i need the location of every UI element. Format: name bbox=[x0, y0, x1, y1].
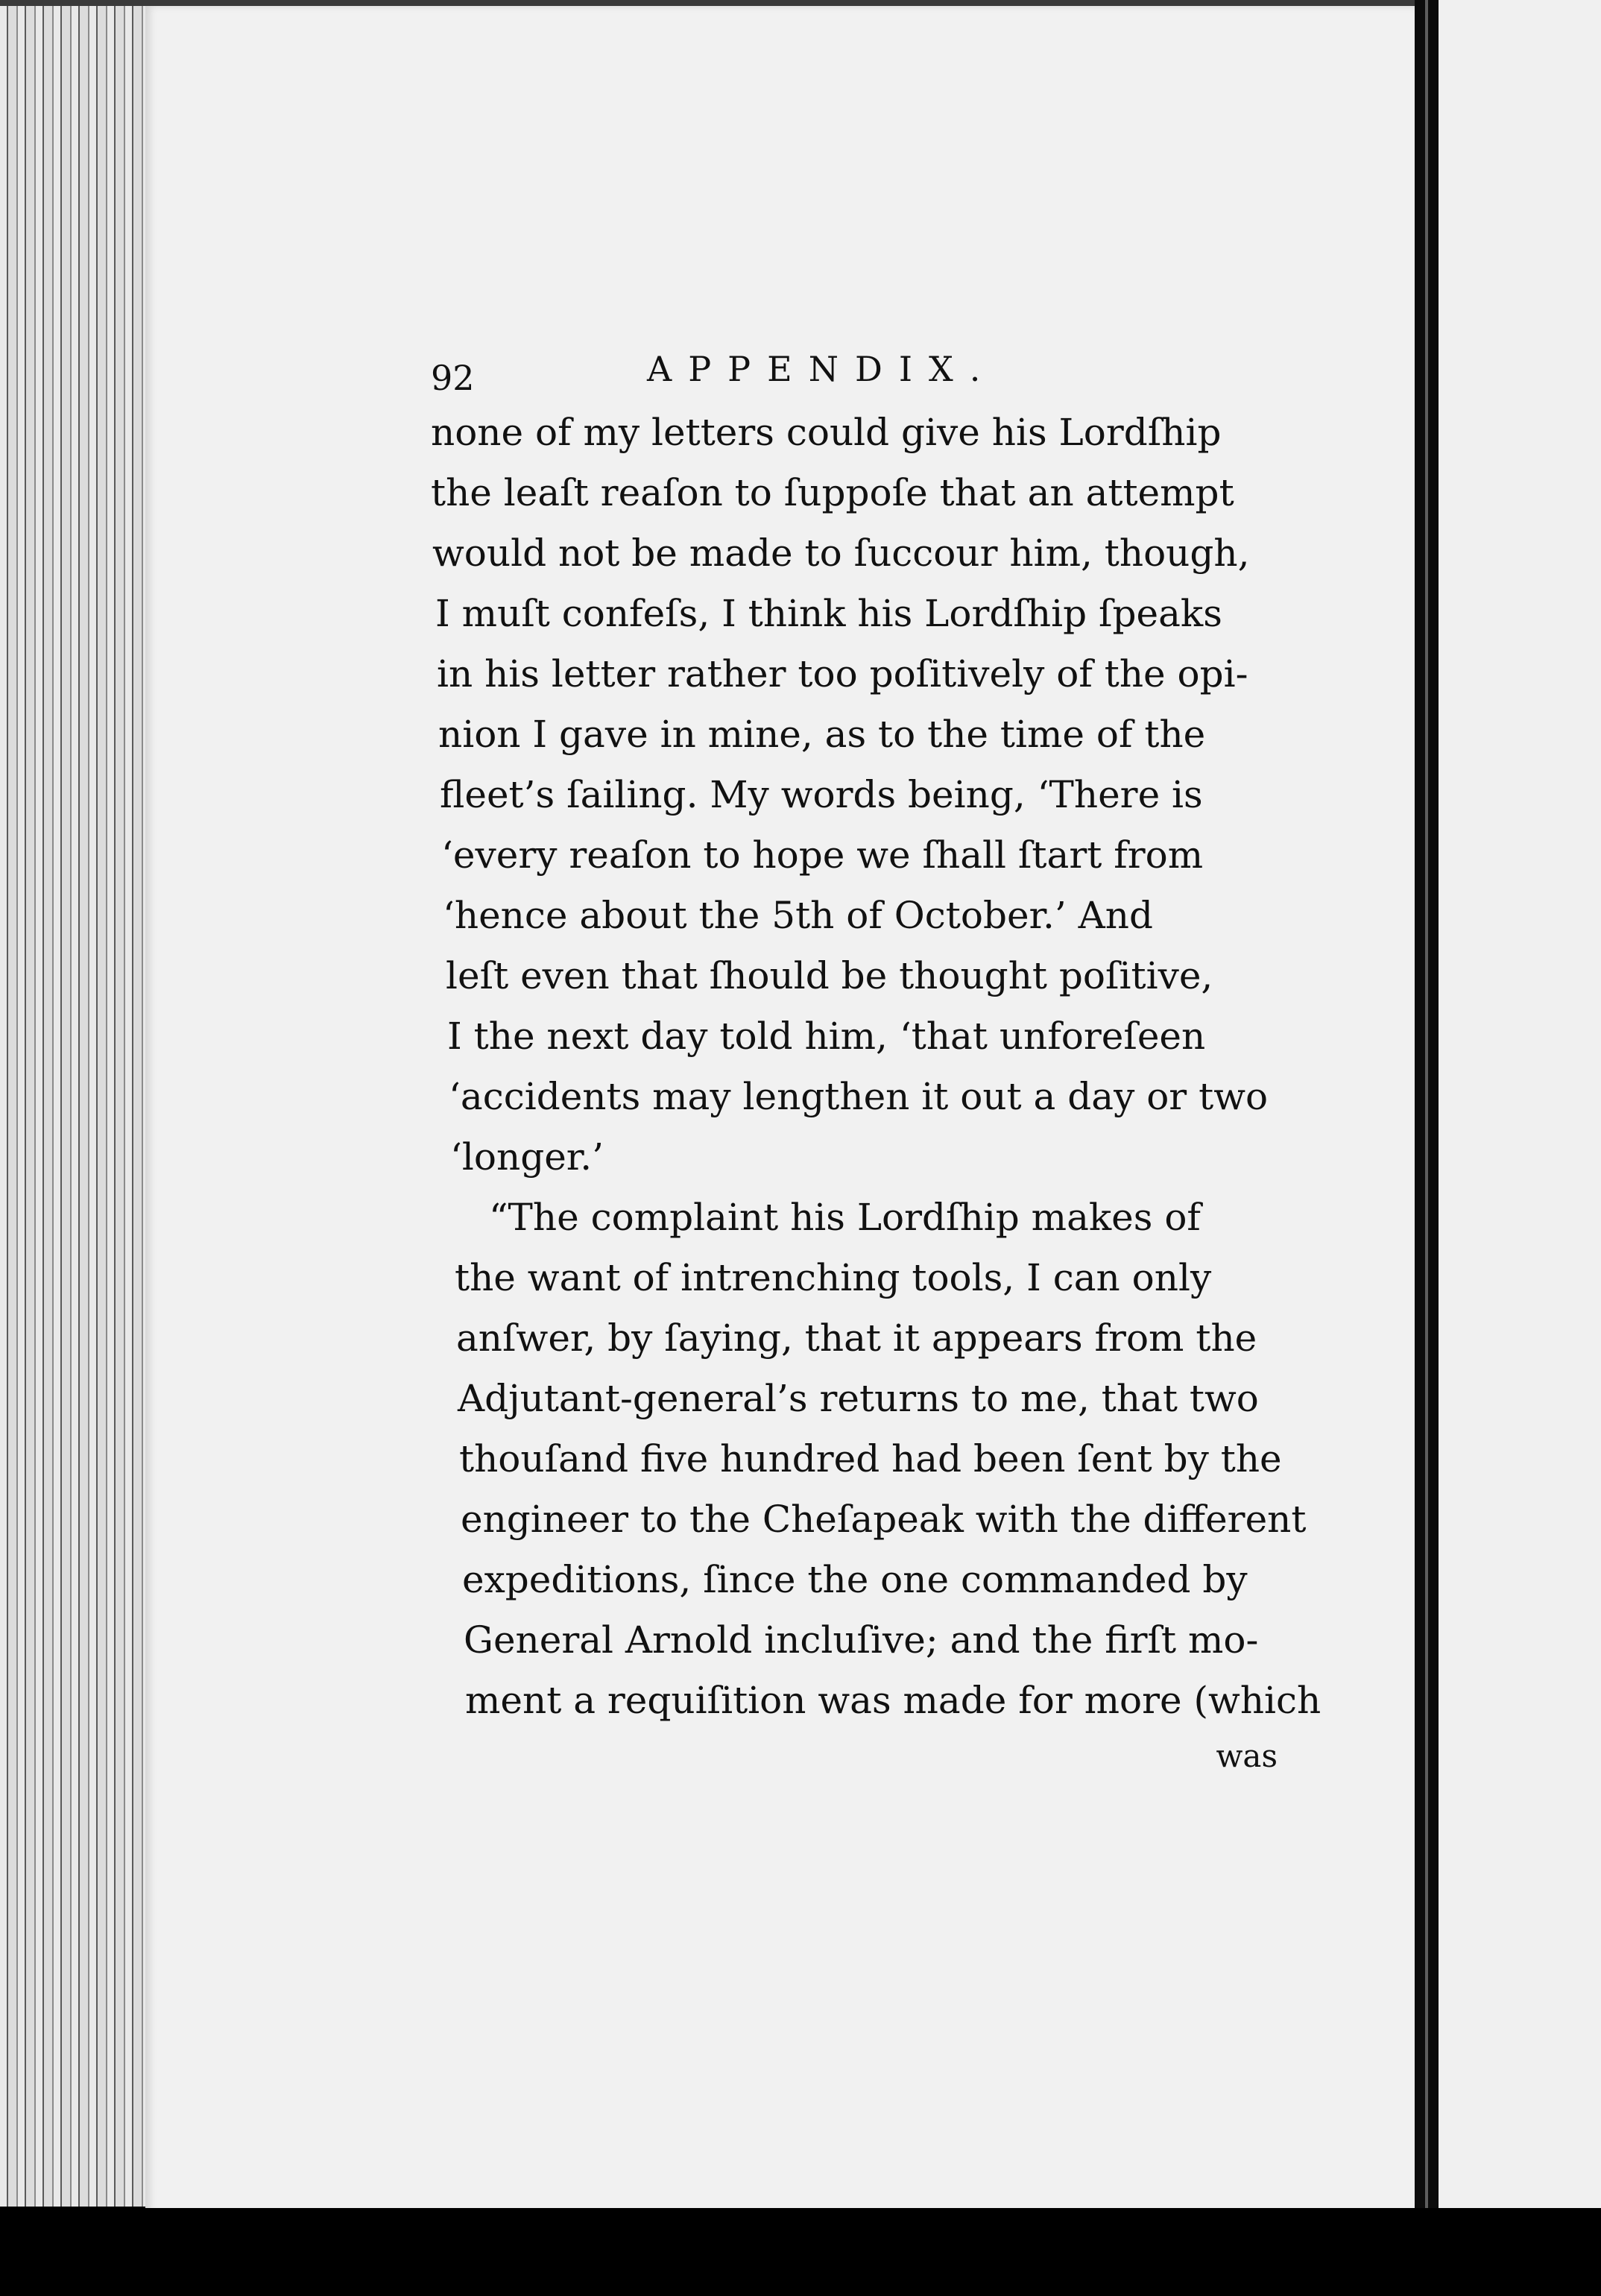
text-line: thouſand five hundred had been ſent by the bbox=[459, 1437, 1282, 1480]
text-line: would not be made to ſuccour him, though, bbox=[432, 532, 1250, 575]
text-line: I the next day told him, ‘that unforeſeen bbox=[447, 1015, 1206, 1058]
text-line: engineer to the Cheſapeak with the different bbox=[461, 1498, 1307, 1541]
text-line: ment a requiſition was made for more (which bbox=[465, 1679, 1321, 1722]
facing-page-edge bbox=[1439, 0, 1601, 2208]
text-line: leſt even that ſhould be thought poſitive, bbox=[446, 954, 1213, 997]
gutter-line bbox=[1425, 0, 1428, 2208]
bottom-scan-border bbox=[0, 2208, 1601, 2296]
text-line: ‘longer.’ bbox=[450, 1135, 604, 1179]
top-edge-shadow bbox=[0, 0, 1424, 6]
text-line: ‘every reaſon to hope we ſhall ſtart from bbox=[441, 833, 1204, 877]
page-number: 92 bbox=[431, 358, 475, 398]
text-line: the leaſt reaſon to ſuppoſe that an attempt bbox=[431, 471, 1234, 514]
page-text-block bbox=[431, 349, 1321, 1779]
body-text bbox=[431, 403, 1321, 1731]
text-line: the want of intrenching tools, I can only bbox=[455, 1256, 1212, 1299]
text-line: ‘hence about the 5th of October.’ And bbox=[443, 894, 1153, 937]
text-line: Adjutant-general’s returns to me, that two bbox=[458, 1377, 1259, 1420]
page-header bbox=[431, 349, 1281, 403]
running-head: APPENDIX. bbox=[647, 349, 997, 389]
text-line: fleet’s ſailing. My words being, ‘There is bbox=[440, 773, 1203, 816]
text-line: I muſt confeſs, I think his Lordſhip ſpeaks bbox=[435, 592, 1222, 635]
text-line: “The complaint his Lordſhip makes of bbox=[489, 1196, 1201, 1239]
text-line: ‘accidents may lengthen it out a day or two bbox=[449, 1075, 1269, 1118]
text-line: none of my letters could give his Lordſhip bbox=[431, 411, 1222, 454]
catchword: was bbox=[1216, 1738, 1278, 1774]
page-stack-edges bbox=[0, 0, 153, 2207]
text-line: expeditions, ſince the one commanded by bbox=[462, 1558, 1248, 1601]
text-line: in his letter rather too poſitively of the opi- bbox=[437, 652, 1248, 696]
text-line: General Arnold incluſive; and the firſt mo- bbox=[464, 1618, 1259, 1662]
text-line: anſwer, by ſaying, that it appears from the bbox=[456, 1316, 1257, 1360]
text-line: nion I gave in mine, as to the time of the bbox=[438, 713, 1206, 756]
